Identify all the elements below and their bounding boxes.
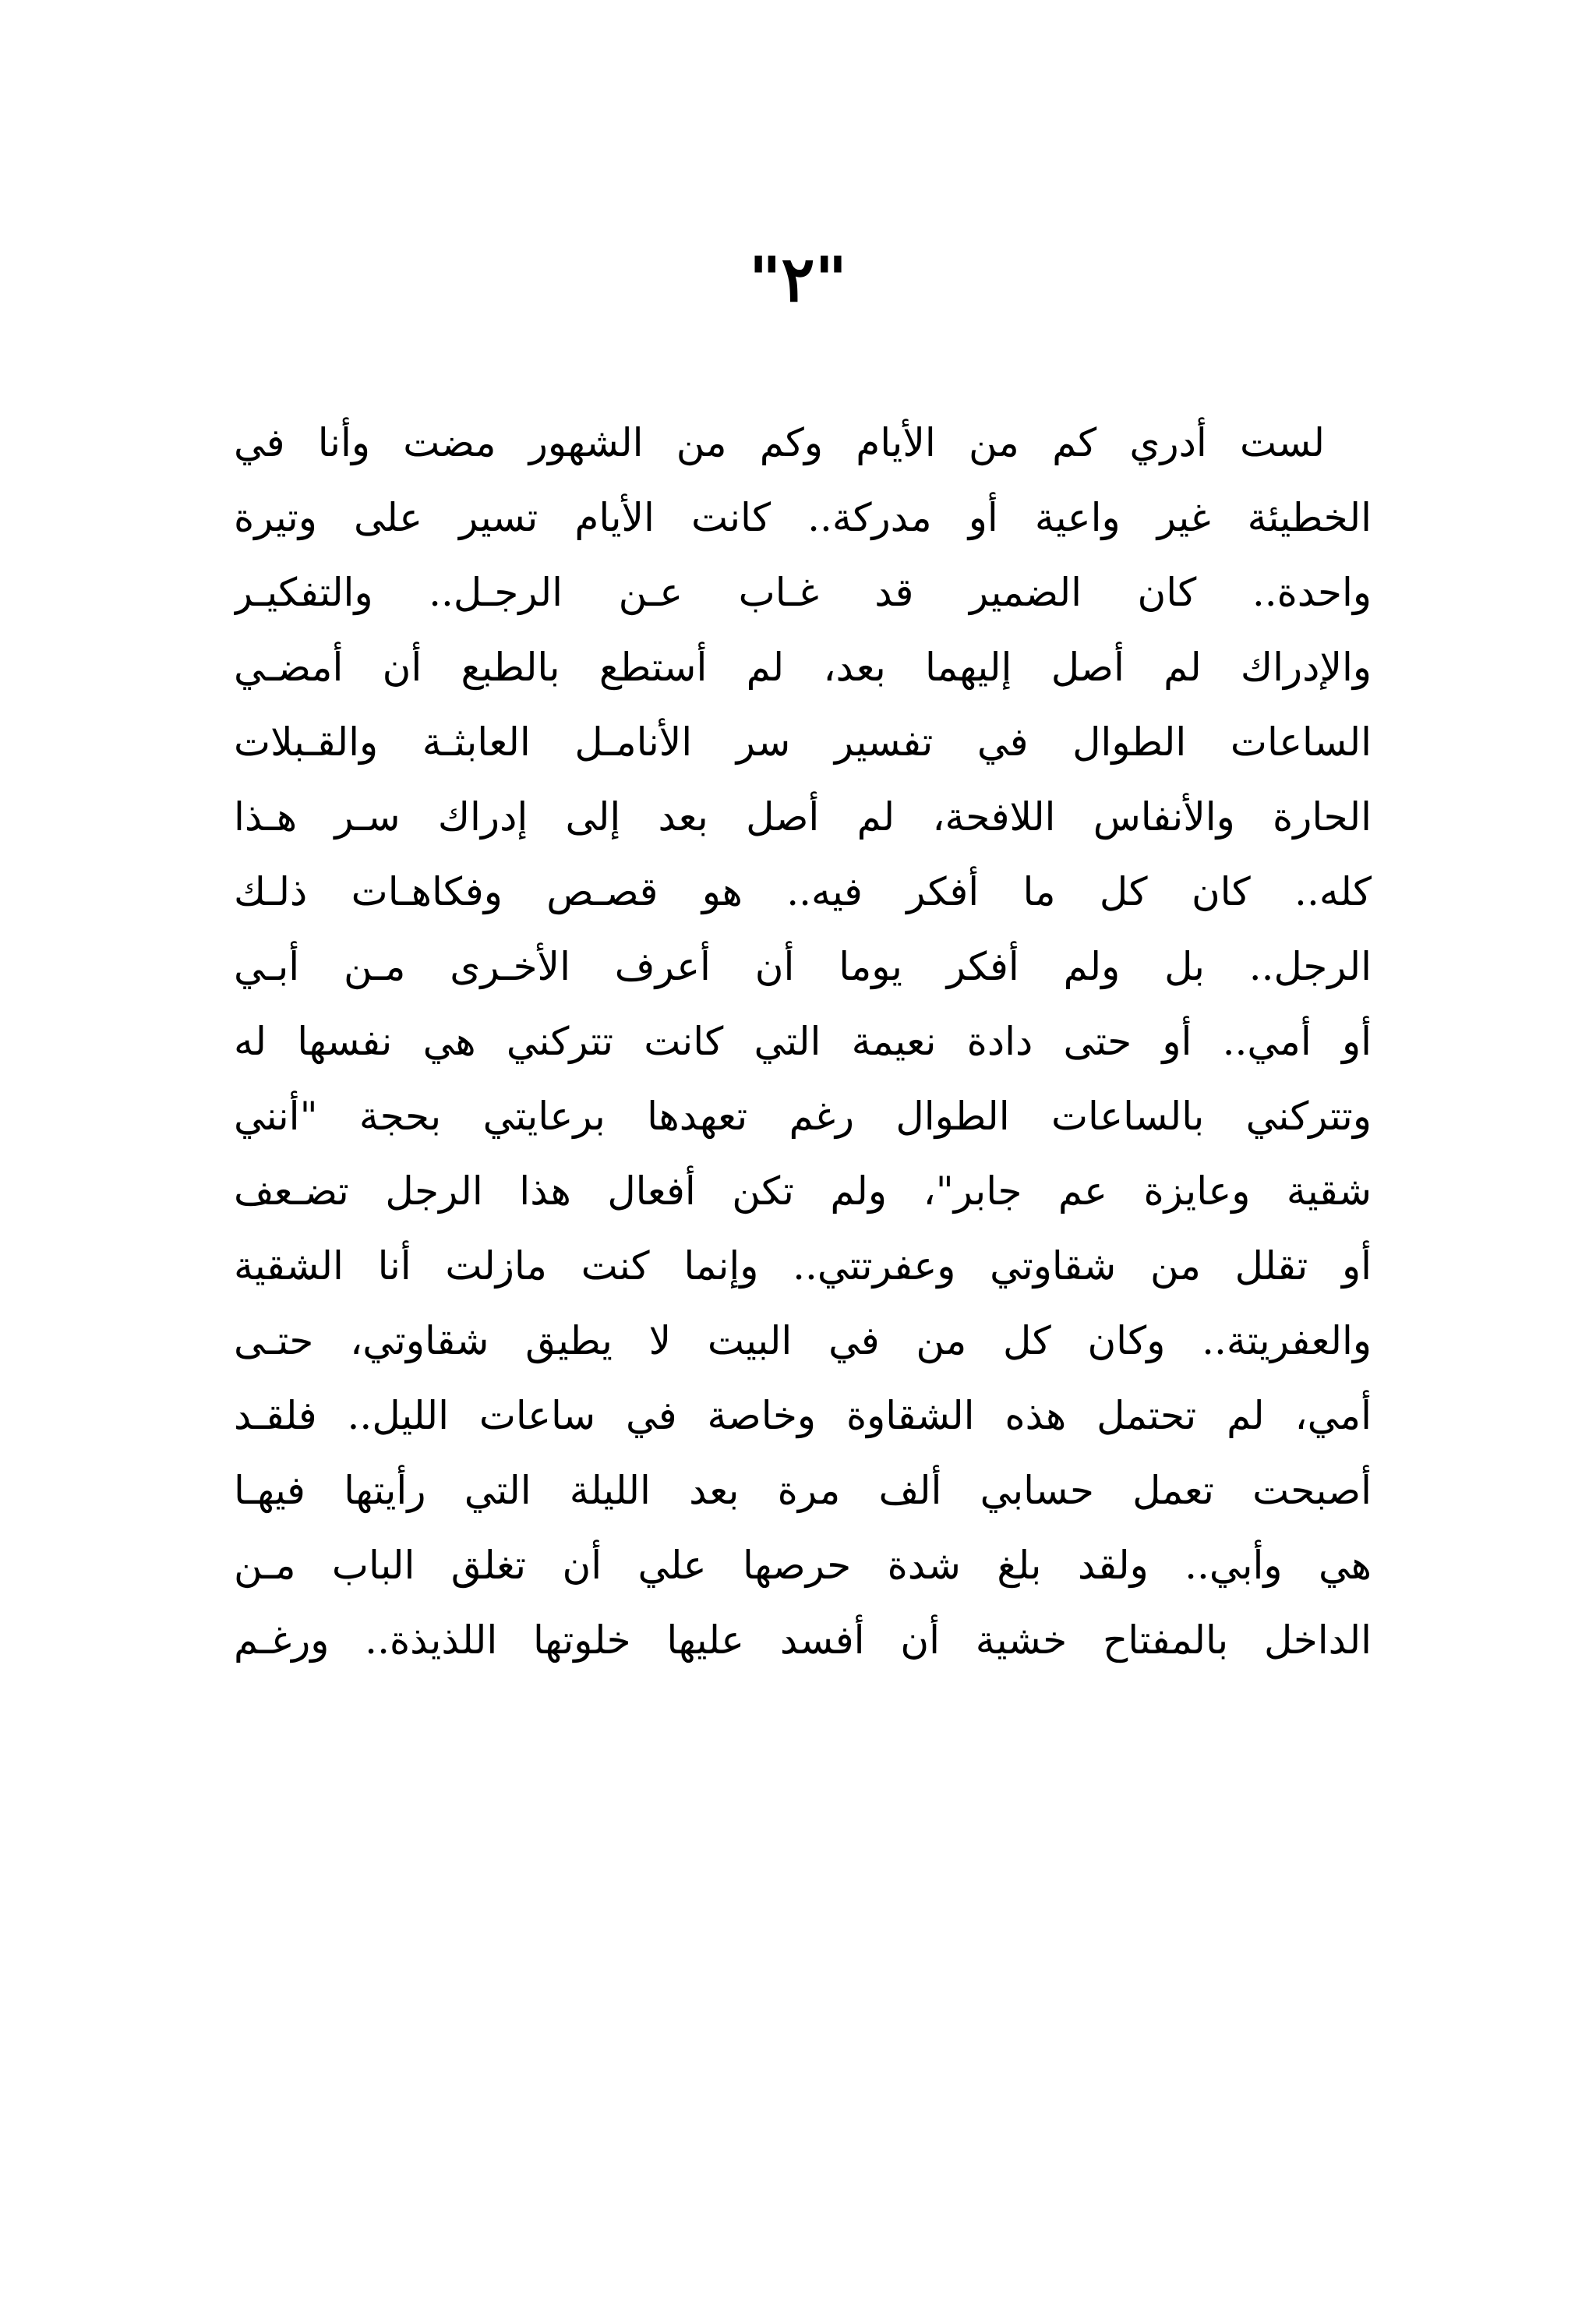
text-line: كله.. كان كل ما أفكر فيه.. هو قصـص وفكاهـات ذلـك: [234, 869, 1372, 914]
text-line: الساعات الطوال في تفسير سر الأنامـل العابثـة والقـبلات: [234, 719, 1372, 765]
text-line: والإدراك لم أصل إليهما بعد، لم أستطع بالطبع أن أمضـي: [234, 645, 1372, 690]
text-line: الرجل.. بل ولم أفكر يوما أن أعرف الأخـرى مـن أبـي: [234, 944, 1372, 989]
text-line: واحدة.. كان الضمير قد غـاب عـن الرجـل.. والتفكيـر: [234, 570, 1372, 615]
text-line: الحارة والأنفاس اللافحة، لم أصل بعد إلى إدراك سـر هـذا: [234, 794, 1372, 840]
text-line: هي وأبي.. ولقد بلغ شدة حرصها علي أن تغلق الباب مـن: [234, 1543, 1372, 1588]
chapter-body-text: [234, 405, 1372, 1677]
text-line: شقية وعايزة عم جابر"، ولم تكن أفعال هذا الرجل تضـعف: [234, 1168, 1372, 1214]
text-line: أو أمي.. أو حتى دادة نعيمة التي كانت تتركني هي نفسها له: [234, 1019, 1372, 1064]
text-line: لست أدري كم من الأيام وكم من الشهور مضت وأنا في: [234, 420, 1325, 465]
text-line: الداخل بالمفتاح خشية أن أفسد عليها خلوتها اللذيذة.. ورغـم: [234, 1617, 1372, 1663]
text-line: وتتركني بالساعات الطوال رغم تعهدها برعايتي بحجة "أنني: [234, 1094, 1372, 1139]
text-line: الخطيئة غير واعية أو مدركة.. كانت الأيام تسير على وتيرة: [234, 495, 1372, 540]
text-line: أو تقلل من شقاوتي وعفرتتي.. وإنما كنت مازلت أنا الشقية: [234, 1243, 1372, 1289]
text-line: أصبحت تعمل حسابي ألف مرة بعد الليلة التي رأيتها فيهـا: [234, 1468, 1372, 1513]
chapter-number: "٢": [748, 242, 848, 316]
text-line: والعفريتة.. وكان كل من في البيت لا يطيق شقاوتي، حتـى: [234, 1318, 1372, 1363]
text-line: أمي، لم تحتمل هذه الشقاوة وخاصة في ساعات الليل.. فلقـد: [234, 1393, 1372, 1438]
